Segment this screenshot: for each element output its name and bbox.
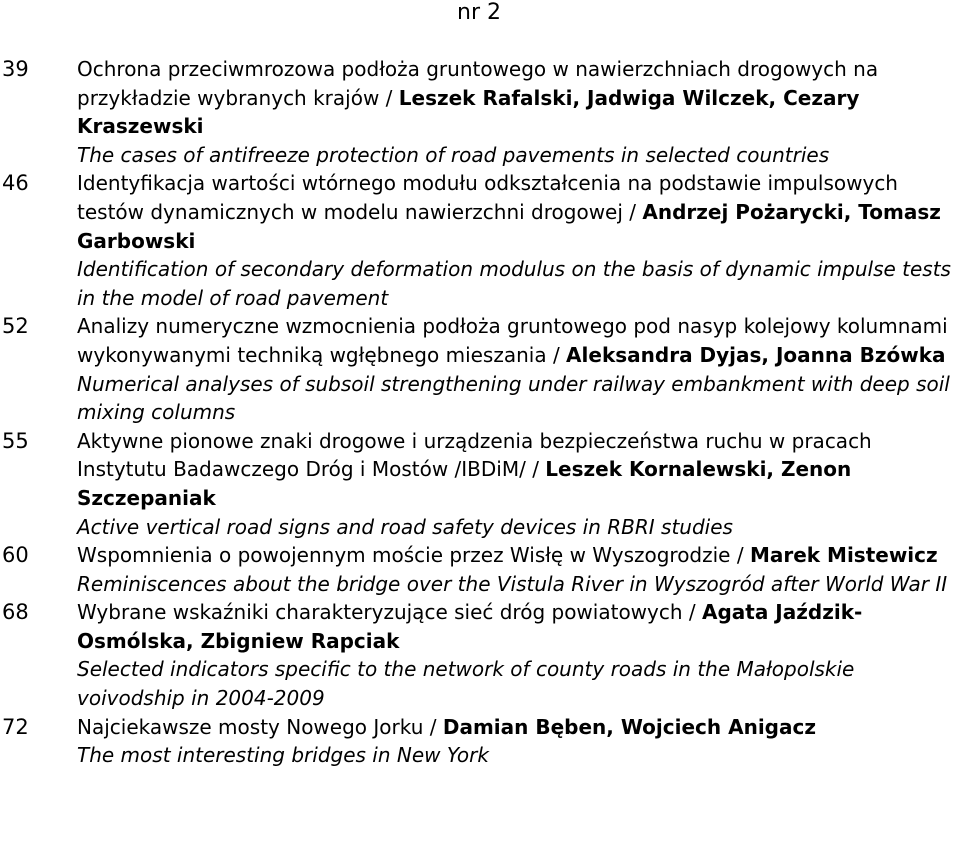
toc-entry — [0, 598, 960, 712]
author-separator: / — [622, 199, 643, 224]
page-number: 39 — [2, 57, 29, 81]
title-polish: Wspomnienia o powojennym moście przez Wisłę w Wyszogrodzie — [77, 543, 731, 568]
author-separator: / — [682, 600, 702, 625]
title-english: Numerical analyses of subsoil strengthening under railway embankment with deep soil mixing columns — [77, 371, 950, 425]
title-polish: Ochrona przeciwmrozowa podłoża gruntowego w nawierzchniach drogowych na przykładzie wybranych krajów — [77, 57, 879, 110]
title-polish: Aktywne pionowe znaki drogowe i urządzenia bezpieczeństwa ruchu w pracach Instytutu Badawczego Dróg i Mostów /IBDiM/ — [77, 428, 872, 482]
authors: Agata Jaździk-Osmólska, Zbigniew Rapciak — [77, 600, 863, 653]
toc-entry — [0, 541, 960, 598]
author-separator: / — [546, 342, 567, 367]
page-number: 72 — [2, 714, 29, 739]
toc-entry — [0, 169, 960, 312]
title-english: The most interesting bridges in New York — [77, 743, 489, 768]
authors: Leszek Kornalewski, Zenon Szczepaniak — [77, 457, 852, 510]
author-separator: / — [379, 85, 399, 110]
title-polish: Najciekawsze mosty Nowego Jorku — [77, 714, 424, 739]
author-separator: / — [730, 543, 750, 568]
title-polish: Wybrane wskaźniki charakteryzujące sieć dróg powiatowych — [77, 600, 683, 625]
title-english: Reminiscences about the bridge over the Vistula River in Wyszogród after World War II — [77, 571, 948, 596]
title-english: Active vertical road signs and road safety devices in RBRI studies — [77, 514, 733, 539]
title-polish: Identyfikacja wartości wtórnego modułu odkształcenia na podstawie impulsowych testów dynamicznych w modelu nawierzchni drogowej — [77, 171, 898, 224]
page-number: 52 — [2, 314, 29, 339]
author-separator: / — [525, 457, 546, 482]
authors: Damian Bęben, Wojciech Anigacz — [442, 714, 816, 739]
page-number: 46 — [2, 171, 29, 196]
toc-entry — [0, 55, 960, 169]
toc-entry — [0, 312, 960, 426]
page-number: 68 — [2, 600, 29, 625]
table-of-contents — [0, 55, 960, 770]
page-number: 60 — [2, 543, 29, 568]
title-english: Identification of secondary deformation modulus on the basis of dynamic impulse tests in the model of road pavement — [77, 257, 951, 310]
title-polish: Analizy numeryczne wzmocnienia podłoża gruntowego pod nasyp kolejowy kolumnami wykonywanymi techniką wgłębnego mieszania — [77, 314, 948, 367]
author-separator: / — [423, 714, 443, 739]
title-english: Selected indicators specific to the network of county roads in the Małopolskie voivodship in 2004-2009 — [77, 657, 855, 711]
toc-entry — [0, 713, 960, 770]
toc-entry — [0, 427, 960, 541]
title-english: The cases of antifreeze protection of road pavements in selected countries — [77, 142, 830, 167]
authors: Aleksandra Dyjas, Joanna Bzówka — [566, 342, 946, 367]
page-number: 55 — [2, 428, 29, 453]
issue-number: nr 2 — [457, 0, 501, 25]
authors: Andrzej Pożarycki, Tomasz Garbowski — [77, 199, 941, 253]
authors: Leszek Rafalski, Jadwiga Wilczek, Cezary Kraszewski — [77, 85, 860, 139]
authors: Marek Mistewicz — [749, 543, 938, 568]
